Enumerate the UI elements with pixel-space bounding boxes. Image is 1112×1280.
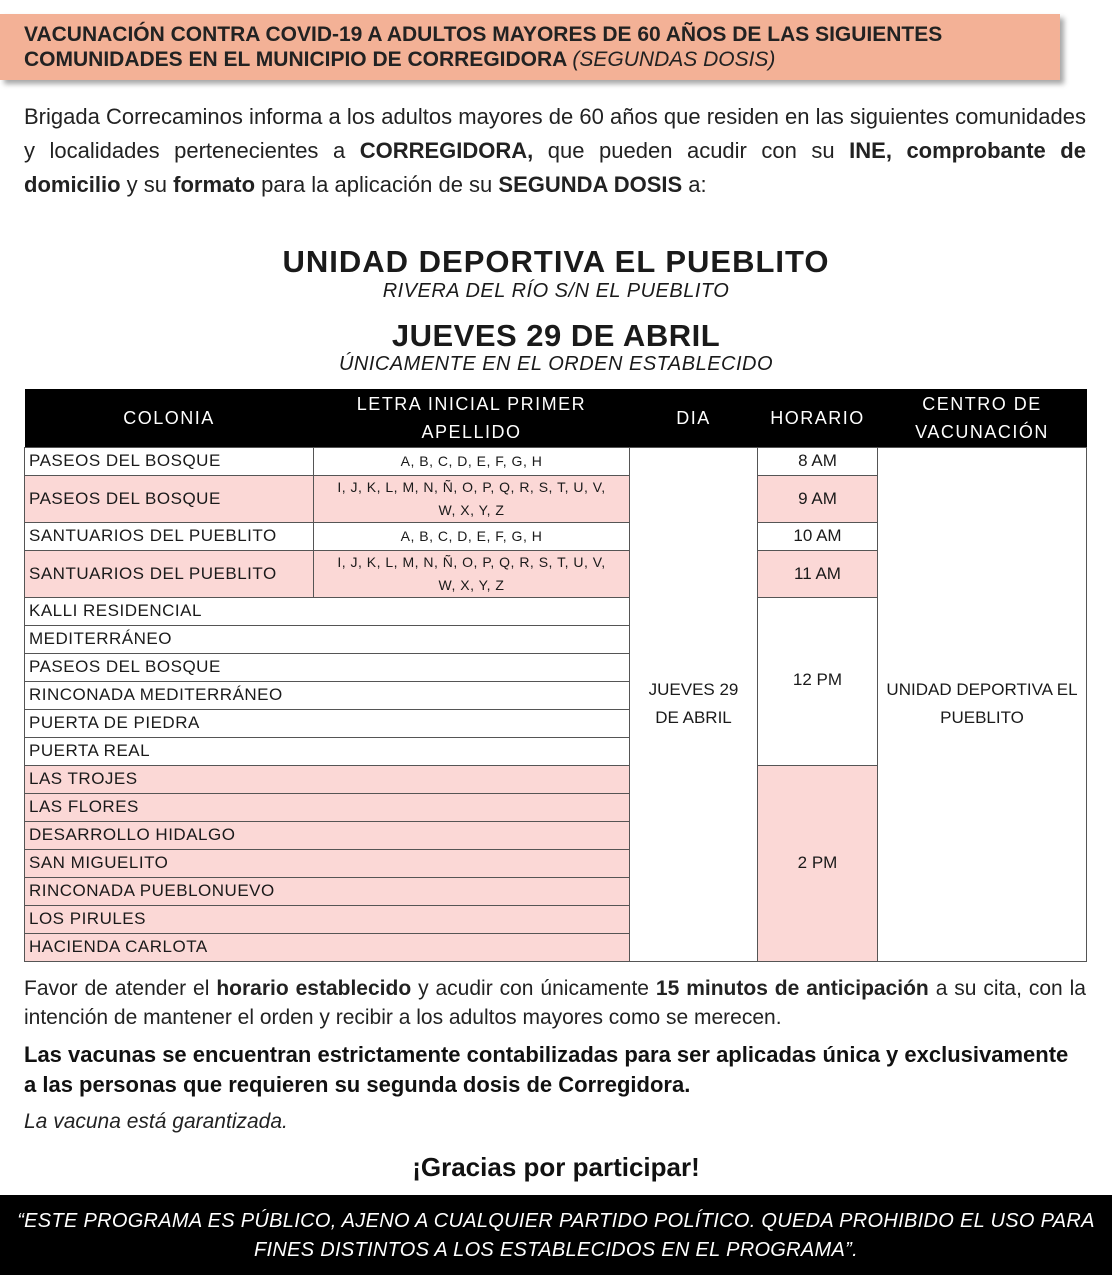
colonia-cell: RINCONADA PUEBLONUEVO	[25, 877, 630, 905]
time-cell: 10 AM	[758, 522, 878, 550]
header-dia: DIA	[630, 389, 758, 447]
guarantee-text: La vacuna está garantizada.	[24, 1110, 288, 1133]
thanks-text: ¡Gracias por participar!	[412, 1152, 700, 1182]
colonia-cell: LAS TROJES	[25, 765, 630, 793]
date-title: JUEVES 29 DE ABRIL	[391, 318, 721, 353]
note-bold-schedule: horario establecido	[216, 977, 412, 1000]
header-banner	[0, 14, 1060, 80]
table-row	[25, 447, 1087, 475]
colonia-cell: PASEOS DEL BOSQUE	[25, 475, 314, 522]
footer-disclaimer: “ESTE PROGRAMA ES PÚBLICO, AJENO A CUALQUIER PARTIDO POLÍTICO. QUEDA PROHIBIDO EL USO PARA FINES DISTINTOS A LOS ESTABLECIDOS EN EL PROGRAMA”.	[0, 1195, 1112, 1275]
table-header-row	[25, 389, 1087, 447]
header-centro: CENTRO DE VACUNACIÓN	[878, 389, 1087, 447]
time-cell: 8 AM	[758, 447, 878, 475]
time-cell-12pm: 12 PM	[758, 597, 878, 765]
note-text: Favor de atender el	[24, 977, 217, 1000]
note-text: y acudir con únicamente	[411, 977, 656, 1000]
time-cell: 9 AM	[758, 475, 878, 522]
intro-text: para la aplicación de su	[255, 172, 499, 197]
colonia-cell: MEDITERRÁNEO	[25, 625, 630, 653]
colonia-cell: LAS FLORES	[25, 793, 630, 821]
schedule-table	[24, 389, 1087, 962]
note-text: a su cita, con la intención de mantener el orden y recibir a los adultos mayores como se merecen.	[24, 977, 1086, 1029]
intro-text: a:	[682, 172, 707, 197]
time-cell: 11 AM	[758, 550, 878, 597]
letter-cell: I, J, K, L, M, N, Ñ, O, P, Q, R, S, T, U, V, W, X, Y, Z	[314, 550, 630, 597]
banner-subtitle: (SEGUNDAS DOSIS)	[572, 48, 776, 71]
letter-cell: I, J, K, L, M, N, Ñ, O, P, Q, R, S, T, U, V, W, X, Y, Z	[314, 475, 630, 522]
colonia-cell: KALLI RESIDENCIAL	[25, 597, 630, 625]
schedule-note	[24, 974, 1086, 1032]
colonia-cell: PUERTA DE PIEDRA	[25, 709, 630, 737]
colonia-cell: LOS PIRULES	[25, 905, 630, 933]
letter-cell: A, B, C, D, E, F, G, H	[314, 447, 630, 475]
center-cell: UNIDAD DEPORTIVA EL PUEBLITO	[878, 447, 1087, 961]
colonia-cell: SANTUARIOS DEL PUEBLITO	[25, 522, 314, 550]
colonia-cell: PASEOS DEL BOSQUE	[25, 447, 314, 475]
intro-text: y su	[120, 172, 174, 197]
venue-title: UNIDAD DEPORTIVA EL PUEBLITO	[282, 244, 830, 279]
colonia-cell: SANTUARIOS DEL PUEBLITO	[25, 550, 314, 597]
intro-bold-documents: INE, comprobante de domicilio	[24, 138, 1086, 197]
letter-cell: A, B, C, D, E, F, G, H	[314, 522, 630, 550]
colonia-cell: RINCONADA MEDITERRÁNEO	[25, 681, 630, 709]
header-horario: HORARIO	[758, 389, 878, 447]
header-colonia: COLONIA	[25, 389, 314, 447]
colonia-cell: HACIENDA CARLOTA	[25, 933, 630, 961]
vaccine-warning: Las vacunas se encuentran estrictamente contabilizadas para ser aplicadas única y exclusivamente a las personas que requieren su segunda dosis de Corregidora.	[24, 1042, 1069, 1097]
note-bold-minutes: 15 minutos de anticipación	[655, 977, 929, 1000]
date-subtitle: ÚNICAMENTE EN EL ORDEN ESTABLECIDO	[338, 353, 774, 375]
intro-text: Brigada Correcaminos informa a los adultos mayores de 60 años que residen en las siguientes comunidades y localidades pertenecientes a	[24, 104, 1086, 163]
colonia-cell: SAN MIGUELITO	[25, 849, 630, 877]
day-cell: JUEVES 29 DE ABRIL	[630, 447, 758, 961]
intro-bold-dose: SEGUNDA DOSIS	[498, 172, 683, 197]
intro-paragraph	[24, 100, 1086, 202]
header-letra: LETRA INICIAL PRIMER APELLIDO	[314, 389, 630, 447]
intro-bold-municipality: CORREGIDORA,	[359, 138, 534, 163]
colonia-cell: PASEOS DEL BOSQUE	[25, 653, 630, 681]
time-cell-2pm: 2 PM	[758, 765, 878, 961]
intro-bold-format: formato	[173, 172, 256, 197]
intro-text: que pueden acudir con su	[533, 138, 850, 163]
banner-title: VACUNACIÓN CONTRA COVID-19 A ADULTOS MAYORES DE 60 AÑOS DE LAS SIGUIENTES COMUNIDADES EN EL MUNICIPIO DE CORREGIDORA	[24, 23, 943, 71]
colonia-cell: PUERTA REAL	[25, 737, 630, 765]
colonia-cell: DESARROLLO HIDALGO	[25, 821, 630, 849]
venue-address: RIVERA DEL RÍO S/N EL PUEBLITO	[382, 280, 730, 302]
